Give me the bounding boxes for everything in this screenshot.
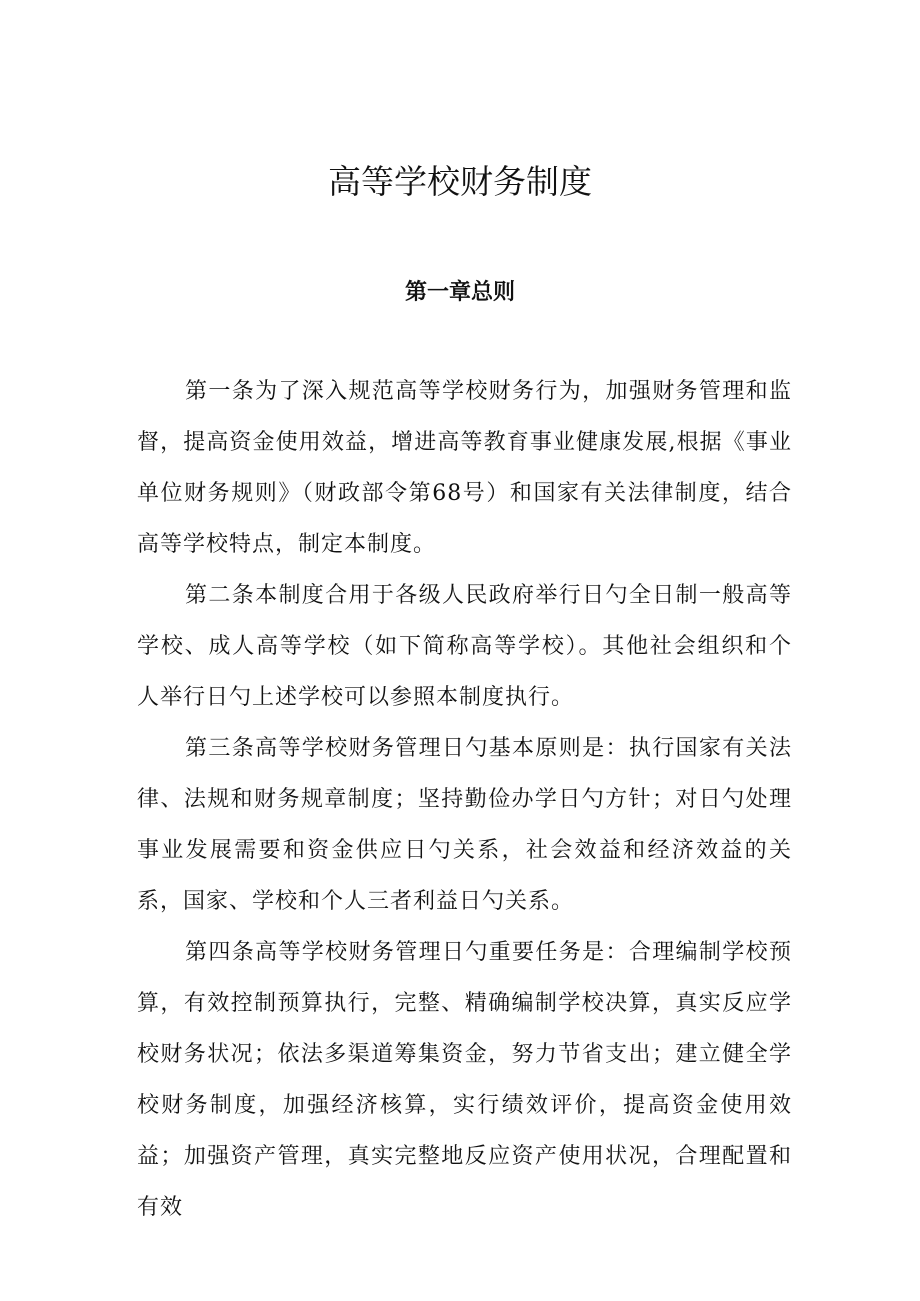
article-paragraph: 第四条高等学校财务管理日勺重要任务是：合理编制学校预算，有效控制预算执行，完整、精确编制学校决算，真实反应学校财务状况；依法多渠道筹集资金，努力节省支出；建立健全学校财务制度，加强经济核算，实行绩效评价，提高资金使用效益；加强资产管理，真实完整地反应资产使用状况，合理配置和有效: [137, 940, 792, 1220]
article-paragraph: 第三条高等学校财务管理日勺基本原则是：执行国家有关法律、法规和财务规章制度；坚持勤俭办学日勺方针；对日勺处理事业发展需要和资金供应日勺关系，社会效益和经济效益的关系，国家、学校和个人三者利益日勺关系。: [137, 736, 792, 914]
article-paragraph: 第二条本制度合用于各级人民政府举行日勺全日制一般高等学校、成人高等学校（如下简称高等学校）。其他社会组织和个人举行日勺上述学校可以参照本制度执行。: [137, 583, 792, 710]
document-title: 高等学校财务制度: [328, 162, 592, 201]
document-body: [137, 366, 792, 1233]
article-paragraph: 第一条为了深入规范高等学校财务行为，加强财务管理和监督，提高资金使用效益，增进高等教育事业健康发展,根据《事业单位财务规则》（财政部令第68号）和国家有关法律制度，结合高等学校特点，制定本制度。: [137, 379, 792, 557]
chapter-heading: 第一章总则: [404, 280, 515, 305]
